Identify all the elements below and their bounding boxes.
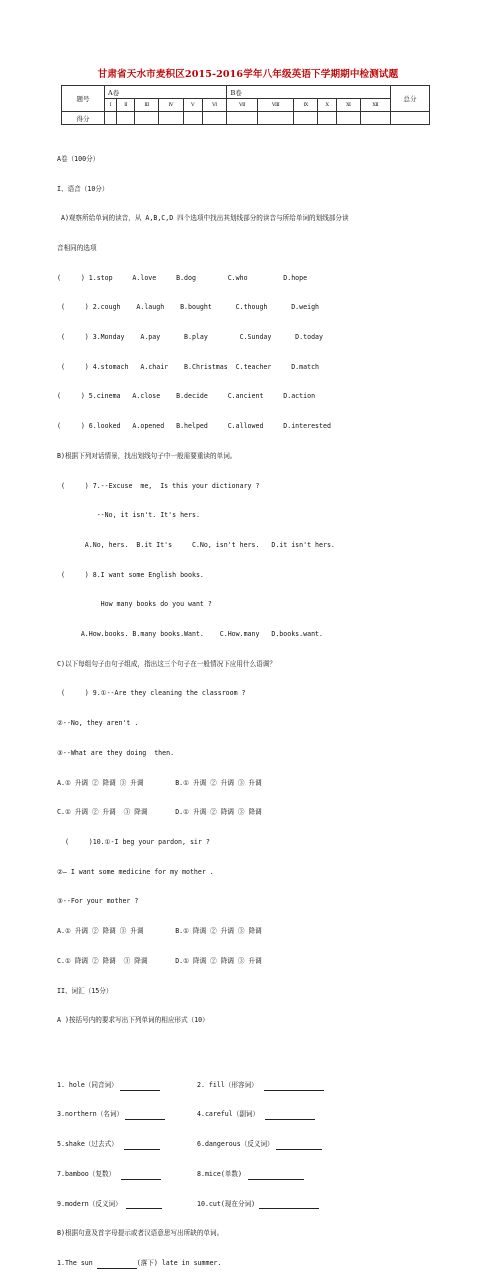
exam-body <box>57 135 447 1279</box>
question-9-line-3: ③--What are they doing then. <box>57 748 175 757</box>
roman-numeral: Ⅹ <box>318 99 337 112</box>
score-cell <box>117 112 135 125</box>
question-10-line-3: ③--For your mother ? <box>57 897 139 906</box>
vocab-item: 9.modern（反义词） <box>57 1200 197 1210</box>
instruction-c: C)以下每组句子由句子组成，指出这三个句子在一般情况下应用什么语调？ <box>57 659 276 668</box>
question-2: ( ) 2.cough A.laugh B.bought C.though D.weigh <box>57 303 320 312</box>
score-cell <box>105 112 117 125</box>
score-row-label: 得分 <box>62 112 105 125</box>
spacer <box>57 1046 447 1061</box>
question-10-options-ab: A.① 升调 ② 降调 ③ 升调 B.① 降调 ② 升调 ③ 降调 <box>57 927 262 936</box>
roman-numeral: Ⅺ <box>337 99 361 112</box>
score-cell <box>361 112 391 125</box>
vocab-item: 1. hole（同音词） <box>57 1081 197 1091</box>
question-9-options-ab: A.① 升调 ② 降调 ③ 升调 B.① 升调 ② 升调 ③ 升调 <box>57 778 262 787</box>
vocab-item: 3.northern（名词） <box>57 1110 197 1120</box>
vocab-row <box>57 1200 447 1210</box>
question-7-options: A.No, hers. B.it It's C.No, isn't hers. D.it isn't hers. <box>57 540 335 549</box>
question-10-line-2: ②— I want some medicine for my mother . <box>57 867 214 876</box>
question-9: ( ) 9.①--Are they cleaning the classroom ? <box>57 689 246 698</box>
vocab-item: 10.cut(现在分词) <box>197 1200 319 1208</box>
score-cell <box>135 112 159 125</box>
roman-numeral: Ⅳ <box>159 99 184 112</box>
score-cell <box>337 112 361 125</box>
question-8-options: A.How.books. B.many books.Want. C.How.many D.books.want. <box>57 630 323 639</box>
roman-numeral: Ⅴ <box>183 99 202 112</box>
vocab-item: 5.shake（过去式） <box>57 1140 197 1150</box>
vocab-row <box>57 1110 447 1120</box>
score-table <box>61 85 430 125</box>
instruction-vocab-b: B)根据句意及首字母提示或者汉语意思写出所缺的单词。 <box>57 1229 224 1238</box>
phonetics-heading: I、语音（10分） <box>57 184 109 193</box>
question-7: ( ) 7.--Excuse me, Is this your dictionary ? <box>57 481 260 490</box>
total-score-cell <box>391 112 430 125</box>
vocab-row <box>57 1140 447 1150</box>
question-7-reply: --No, it isn't. It's hers. <box>57 511 200 520</box>
question-9-options-cd: C.① 升调 ② 升调 ③ 降调 D.① 升调 ② 降调 ③ 降调 <box>57 808 262 817</box>
vocab-item: 7.bamboo（复数） <box>57 1170 197 1180</box>
instruction-b: B)根据下列对话情景，找出划线句子中一般需要重读的单词。 <box>57 451 237 460</box>
fill-question-1: 1.The sun (落下) late in summer. <box>57 1258 222 1267</box>
roman-numeral: Ⅶ <box>227 99 258 112</box>
question-3: ( ) 3.Monday A.pay B.play C.Sunday D.today <box>57 333 323 342</box>
question-1: ( ) 1.stop A.love B.dog C.who D.hope <box>57 273 308 282</box>
score-cell <box>159 112 184 125</box>
score-cell <box>258 112 294 125</box>
roman-numeral: Ⅻ <box>361 99 391 112</box>
roman-numeral: Ⅷ <box>258 99 294 112</box>
instruction-a-cont: 音相同的选项 <box>57 243 97 252</box>
score-table-header-label: 题号 <box>62 86 105 112</box>
score-cell <box>294 112 318 125</box>
total-header: 总分 <box>391 86 430 112</box>
question-6: ( ) 6.looked A.opened B.helped C.allowed D.interested <box>57 422 331 431</box>
vocab-row <box>57 1081 447 1091</box>
question-9-line-2: ②--No, they aren't . <box>57 719 139 728</box>
section-a-header: A卷 <box>105 86 227 99</box>
vocab-item: 8.mice(单数) <box>197 1170 304 1178</box>
score-cell <box>227 112 258 125</box>
question-5: ( ) 5.cinema A.close B.decide C.ancient D.action <box>57 392 316 401</box>
question-8-reply: How many books do you want ? <box>57 600 212 609</box>
instruction-a: A)观察所给单词的读音，从 A,B,C,D 四个选项中找出其划线部分的读音与所给单词的划线部分读 <box>57 214 349 223</box>
question-4: ( ) 4.stomach A.chair B.Christmas C.teacher D.match <box>57 362 320 371</box>
vocab-row <box>57 1170 447 1180</box>
vocab-item: 2. fill（形容词） <box>197 1081 324 1089</box>
vocab-heading: II、词汇（15分） <box>57 986 113 995</box>
score-cell <box>183 112 202 125</box>
roman-numeral: Ⅵ <box>202 99 227 112</box>
vocab-item: 4.careful（副词） <box>197 1110 315 1118</box>
question-8: ( ) 8.I want some English books. <box>57 570 204 579</box>
score-cell <box>318 112 337 125</box>
roman-numeral: Ⅱ <box>117 99 135 112</box>
page-title: 甘肃省天水市麦积区2015-2016学年八年级英语下学期期中检测试题 <box>97 69 399 80</box>
instruction-vocab-a: A )按括号内的要求写出下列单词的相应形式（10） <box>57 1016 209 1025</box>
question-10: ( )10.①-I beg your pardon, sir ? <box>57 837 210 846</box>
section-a-title: A卷（100分） <box>57 154 100 163</box>
question-10-options-cd: C.① 降调 ② 降调 ③ 降调 D.① 降调 ② 降调 ③ 升调 <box>57 956 262 965</box>
vocab-item: 6.dangerous（反义词） <box>197 1140 322 1148</box>
roman-numeral: Ⅰ <box>105 99 117 112</box>
score-cell <box>202 112 227 125</box>
roman-numeral: Ⅲ <box>135 99 159 112</box>
section-b-header: B卷 <box>227 86 391 99</box>
roman-numeral: Ⅸ <box>294 99 318 112</box>
